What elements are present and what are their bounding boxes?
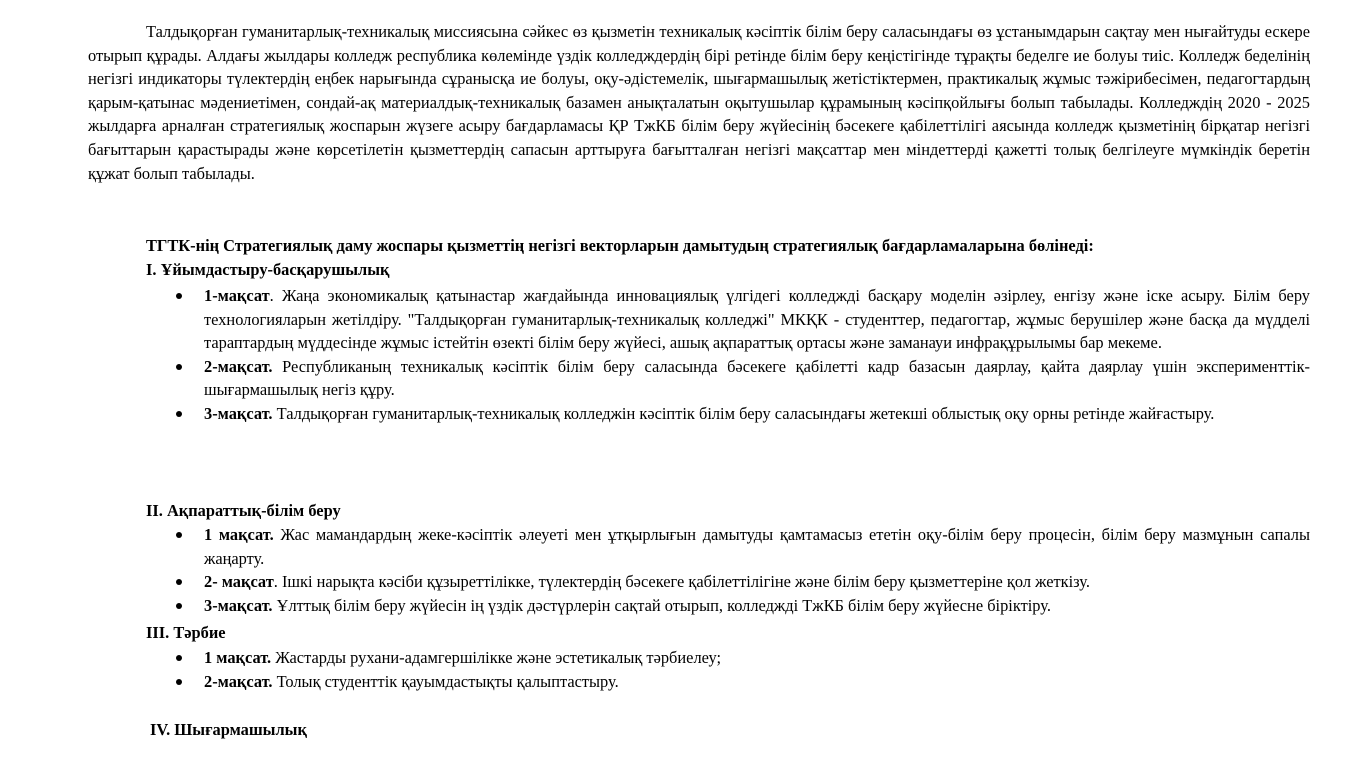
goal-text: . Ішкі нарықта кәсіби құзыреттілікке, түлектердің бәсекеге қабілеттілігіне және білім беру қызметтеріне қол жеткізу.: [273, 572, 1090, 592]
list-item: [146, 646, 1310, 670]
list-item: [146, 355, 1310, 402]
section-title-upbringing: III. Тәрбие: [146, 623, 226, 642]
bullet-icon: [176, 579, 182, 585]
goal-label: 2- мақсат: [204, 572, 274, 592]
section-list-information: [146, 523, 1310, 617]
goal-text: Жас мамандардың жеке-кәсіптік әлеуеті мен ұтқырлығын дамытуды қамтамасыз ететін оқу-білім беру процесін, білім беру мазмұнын сапалы жаңарту.: [204, 525, 1310, 568]
bullet-icon: [176, 411, 182, 417]
strategy-heading: ТГТК-нің Стратегиялық даму жоспары қызметтің негізгі векторларын дамытудың стратегиялық бағдарламаларына бөлінеді:: [146, 236, 1094, 255]
list-item: [146, 523, 1310, 570]
goal-label: 2-мақсат.: [204, 356, 273, 376]
list-item: [146, 594, 1310, 618]
goal-label: 2-мақсат.: [204, 671, 273, 691]
list-item: [146, 402, 1310, 426]
goal-text: Толық студенттік қауымдастықты қалыптастыру.: [272, 671, 619, 691]
bullet-icon: [176, 655, 182, 661]
list-item: [146, 570, 1310, 594]
goal-text: Ұлттық білім беру жүйесін ің үздік дәстүрлерін сақтай отырып, колледжді ТжКБ білім беру жүйесне біріктіру.: [272, 595, 1051, 615]
section-title-creative: IV. Шығармашылық: [150, 720, 307, 739]
section-title-organizational: I. Ұйымдастыру-басқарушылық: [146, 260, 390, 279]
goal-text: Жастарды рухани-адамгершілікке және эстетикалық тәрбиелеу;: [271, 648, 722, 667]
list-item: [146, 670, 1310, 694]
bullet-icon: [176, 364, 182, 370]
goal-label: 1-мақсат: [204, 286, 270, 305]
goal-label: 1 мақсат.: [204, 525, 274, 544]
goal-label: 3-мақсат.: [204, 403, 273, 423]
bullet-icon: [176, 679, 182, 685]
section-title-information: II. Ақпараттық-білім беру: [146, 501, 341, 520]
bullet-icon: [176, 603, 182, 609]
bullet-icon: [176, 532, 182, 538]
section-list-upbringing: [146, 646, 1310, 693]
goal-label: 1 мақсат.: [204, 648, 272, 667]
goal-text: . Жаңа экономикалық қатынастар жағдайында инновациялық үлгідегі колледжді басқару моделін әзірлеу, енгізу және іске асыру. Білім беру технологияларын жетілдіру. "Талдықорған гуманитарлық-техникалық колледжі" МКҚК - студенттер, педагогтар, жұмыс берушілер және басқа да мүдделі тараптардың мүддесінде жұмыс істейтін өзекті білім беру жүйесі, ашық ақпараттық ортасы және заманауи инфрақұрылымы бар мекеме.: [204, 286, 1310, 353]
list-item: [146, 284, 1310, 355]
goal-text: Республиканың техникалық кәсіптік білім беру саласында бәсекеге қабілетті кадр базасын даярлау, қайта даярлау үшін эксперименттік-шығармашылық негіз құру.: [204, 356, 1310, 400]
goal-label: 3-мақсат.: [204, 595, 273, 615]
intro-paragraph: Талдықорған гуманитарлық-техникалық миссиясына сәйкес өз қызметін техникалық кәсіптік білім беру саласындағы өз ұстанымдарын сақтау мен нығайтуды ескере отырып құрады. Алдағы жылдары колледж республика көлемінде үздік колледждердің бірі ретінде білім беру кеңістігінде тұрақты беделге ие болуы тиіс. Колледж беделінің негізгі индикаторы түлектердің еңбек нарығында сұранысқа ие болуы, оқу-әдістемелік, шығармашылық жетістіктермен, практикалық жұмыс тәжірибесімен, педагогтардың қарым-қатынас мәдениетімен, сондай-ақ материалдық-техникалық базамен анықталатын оқытушылар құрамының кәсіпқойлығы болып табылады. Колледждің 2020 - 2025 жылдарға арналған стратегиялық жоспарын жүзеге асыру бағдарламасы ҚР ТжКБ білім беру жүйесінің бәсекеге қабілеттілігі аясында колледж қызметінің бірқатар негізгі бағыттарын қарастырады және көрсетілетін қызметтердің сапасын арттыруға бағытталған негізгі мақсаттар мен міндеттерді қажетті толық белгілеуге мүмкіндік беретін құжат болып табылады.: [88, 22, 1310, 183]
goal-text: Талдықорған гуманитарлық-техникалық колледжін кәсіптік білім беру саласындағы жетекші облыстық оқу орны ретінде жайғастыру.: [272, 403, 1215, 423]
section-list-organizational: [146, 284, 1310, 426]
bullet-icon: [176, 293, 182, 299]
